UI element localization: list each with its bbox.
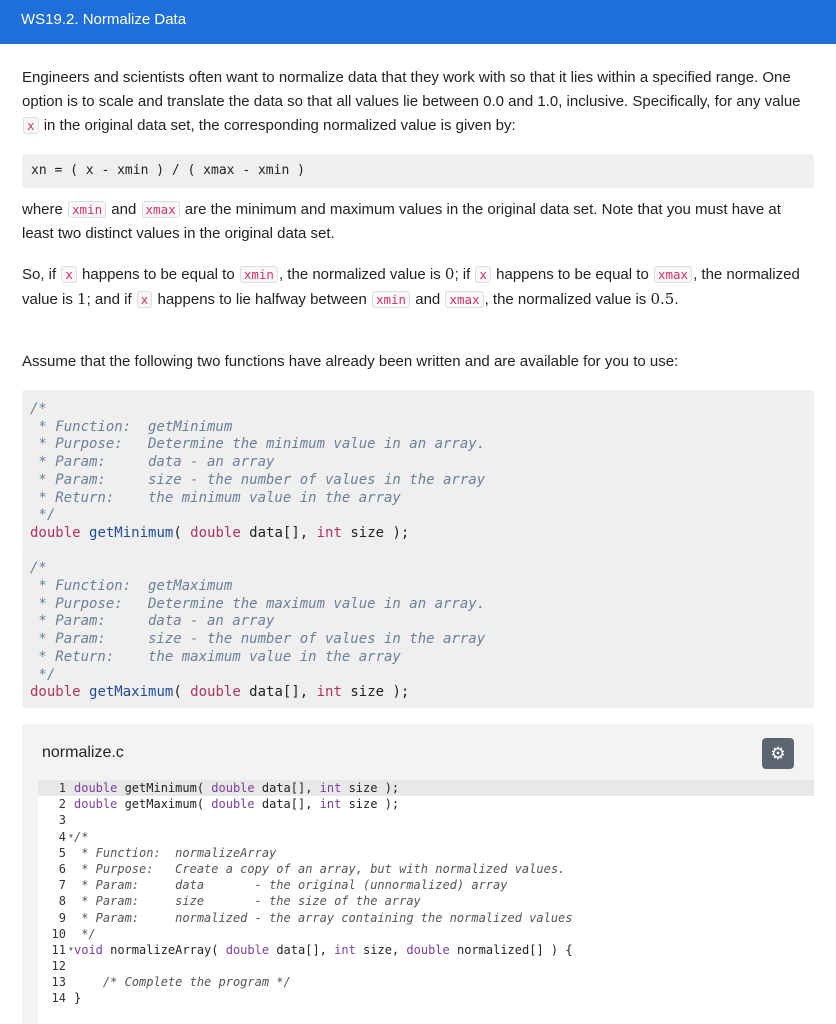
inline-code-xmax: xmax [142, 201, 180, 218]
so-text: ; and if [86, 291, 136, 308]
code-text: data[], [254, 797, 320, 812]
code-keyword: double [190, 524, 241, 541]
code-comment: * Purpose: Create a copy of an array, but with normalized values. [74, 861, 566, 876]
line-number: 10 [51, 926, 66, 941]
intro-text: Engineers and scientists often want to normalize data that they work with so that it lies within a specified range. One option is to scale and translate the data so that all values lie between 0.0 and 1.0, inclusive. Specifically, for any value [22, 69, 801, 110]
so-text: happens to be equal to [77, 266, 239, 283]
getmaximum-doc-comment [30, 560, 814, 684]
code-comment-line: * Param: data - an array [30, 454, 275, 471]
code-text: size, [355, 942, 407, 957]
editor-line-code [74, 974, 291, 990]
so-paragraph [22, 262, 812, 312]
editor-filename: normalize.c [42, 744, 124, 761]
inline-code-xmin: xmin [372, 291, 410, 308]
editor-line-code [74, 990, 81, 1006]
code-keyword: double [211, 781, 255, 795]
code-comment-line: * Function: getMinimum [30, 418, 233, 435]
inline-code-x: x [61, 266, 77, 283]
editor-line-code [74, 845, 276, 861]
editor-line-code [74, 877, 507, 893]
gear-icon: ⚙ [770, 744, 786, 763]
editor-line[interactable] [38, 974, 814, 990]
code-text: } [74, 991, 82, 1006]
editor-line-code [74, 893, 421, 909]
code-text: ( [173, 684, 191, 701]
provided-functions-code [22, 390, 814, 708]
line-number: 3 [58, 813, 66, 828]
editor-line-code [74, 780, 399, 796]
so-text: happens to be equal to [491, 266, 653, 283]
line-number: 7 [58, 878, 66, 893]
code-keyword: double [225, 942, 270, 957]
code-comment: * Param: data - the original (unnormalized) array [74, 878, 508, 893]
code-comment-line: * Return: the minimum value in the array [30, 489, 401, 506]
code-comment: * Function: normalizeArray [74, 845, 277, 860]
intro-text-end: in the original data set, the corresponding normalized value is given by: [39, 117, 516, 134]
code-function-name: getMinimum [89, 524, 174, 541]
inline-code-xmax: xmax [654, 266, 692, 283]
code-comment-line: * Param: data - an array [30, 613, 275, 630]
getminimum-declaration [30, 525, 814, 543]
line-number: 13 [51, 975, 66, 990]
code-keyword: double [74, 781, 118, 795]
so-text: . [674, 291, 679, 308]
code-comment-line: * Param: size - the number of values in the array [30, 471, 486, 488]
editor-line[interactable] [38, 861, 814, 877]
inline-code-x: x [137, 291, 153, 308]
code-keyword: double [30, 684, 81, 701]
code-keyword: double [211, 797, 255, 812]
code-keyword: int [319, 781, 342, 795]
page-header [0, 0, 836, 44]
where-text: where [22, 201, 68, 218]
line-number: 11 [51, 942, 66, 957]
code-function-name: getMaximum [89, 684, 174, 701]
line-number: 4 [58, 829, 66, 844]
so-text: So, if [22, 266, 61, 283]
editor-line[interactable] [38, 910, 814, 926]
line-number: 12 [51, 959, 66, 974]
line-number: 6 [58, 861, 66, 876]
code-comment-line: * Return: the maximum value in the array [30, 648, 401, 665]
where-paragraph [22, 198, 812, 246]
code-keyword: int [316, 684, 342, 701]
inline-code-xmin: xmin [68, 201, 106, 218]
code-text: data[], [269, 942, 335, 957]
code-keyword: int [316, 524, 342, 541]
editor-line-code [74, 926, 96, 942]
code-text: data[], [240, 524, 317, 541]
where-text: are the minimum and maximum values in the original data set. Note that you must have at least two distinct values in the original data set. [22, 201, 781, 242]
code-comment-line: * Purpose: Determine the maximum value in an array. [30, 595, 486, 612]
code-text: size ); [341, 781, 400, 795]
line-number: 14 [51, 991, 66, 1006]
editor-line-code [74, 942, 573, 958]
math-value: 0 [444, 265, 455, 283]
code-text: data[], [254, 781, 320, 795]
formula-block: xn = ( x - xmin ) / ( xmax - xmin ) [22, 154, 814, 188]
code-text: data[], [240, 684, 317, 701]
editor-line-code [74, 829, 88, 845]
code-comment-line: /* [30, 560, 47, 577]
code-text: ( [173, 524, 191, 541]
fold-toggle-icon[interactable]: ▾ [68, 830, 75, 842]
editor-line[interactable] [38, 990, 814, 1006]
editor-line[interactable] [38, 926, 814, 942]
editor-line[interactable] [38, 942, 814, 958]
editor-line[interactable] [38, 829, 814, 845]
line-number: 2 [58, 797, 66, 812]
code-comment: /* [74, 829, 89, 844]
code-text: getMinimum( [117, 781, 212, 795]
getminimum-doc-comment [30, 401, 814, 525]
code-text: normalized[] ) { [449, 942, 573, 957]
editor-settings-button[interactable] [762, 738, 794, 769]
line-number: 8 [58, 894, 66, 909]
code-keyword: int [334, 942, 356, 957]
so-text: ; if [454, 266, 475, 283]
fold-toggle-icon[interactable]: ▾ [68, 943, 75, 955]
code-comment: * Param: size - the size of the array [74, 894, 421, 909]
assume-paragraph: Assume that the following two functions have already been written and are available for you to use: [22, 353, 679, 370]
code-comment-line: * Purpose: Determine the minimum value in an array. [30, 436, 486, 453]
code-text: size ); [341, 524, 410, 541]
code-text: size ); [341, 684, 410, 701]
code-comment-line: * Function: getMaximum [30, 578, 233, 595]
so-text: , the normalized value is [22, 266, 800, 308]
line-number: 5 [58, 845, 66, 860]
code-text: getMaximum( [117, 797, 212, 812]
code-keyword: double [74, 797, 118, 812]
intro-paragraph [22, 66, 812, 138]
inline-code-x: x [475, 266, 491, 283]
code-comment: */ [74, 926, 96, 941]
editor-line[interactable] [38, 812, 814, 828]
editor-line[interactable] [38, 893, 814, 909]
code-keyword: double [406, 942, 450, 957]
editor-line[interactable] [38, 780, 814, 796]
code-keyword: void [74, 942, 103, 957]
code-text: normalizeArray( [102, 942, 226, 957]
editor-line-code [74, 796, 399, 812]
code-comment-line: */ [30, 507, 56, 524]
math-value: 0.5 [650, 290, 675, 308]
getmaximum-declaration [30, 684, 814, 702]
editor-line[interactable] [38, 845, 814, 861]
editor-line[interactable] [38, 877, 814, 893]
editor-line-code [74, 861, 565, 877]
inline-code-x: x [23, 117, 39, 134]
code-comment: * Param: normalized - the array containing the normalized values [74, 910, 573, 925]
where-text: and [107, 201, 141, 218]
code-editor[interactable] [38, 780, 814, 1024]
editor-line[interactable] [38, 958, 814, 974]
inline-code-xmin: xmin [240, 266, 278, 283]
so-text: and [411, 291, 445, 308]
page-title: WS19.2. Normalize Data [21, 11, 187, 28]
inline-code-xmax: xmax [445, 291, 483, 308]
line-number: 1 [58, 781, 66, 795]
so-text: , the normalized value is [278, 266, 445, 283]
so-text: , the normalized value is [484, 291, 651, 308]
so-text: happens to lie halfway between [153, 291, 371, 308]
code-keyword: int [319, 797, 342, 812]
code-editor-panel [22, 724, 814, 1024]
editor-line-code [74, 910, 573, 926]
math-value: 1 [77, 290, 87, 308]
code-comment-line: /* [30, 401, 47, 417]
code-keyword: double [190, 684, 241, 701]
line-number: 9 [58, 910, 66, 925]
code-text: size ); [341, 797, 400, 812]
code-keyword: double [30, 524, 81, 541]
code-comment-line: * Param: size - the number of values in the array [30, 631, 486, 648]
editor-line[interactable] [38, 796, 814, 812]
code-comment: /* Complete the program */ [74, 975, 291, 990]
code-comment-line: */ [30, 666, 56, 683]
